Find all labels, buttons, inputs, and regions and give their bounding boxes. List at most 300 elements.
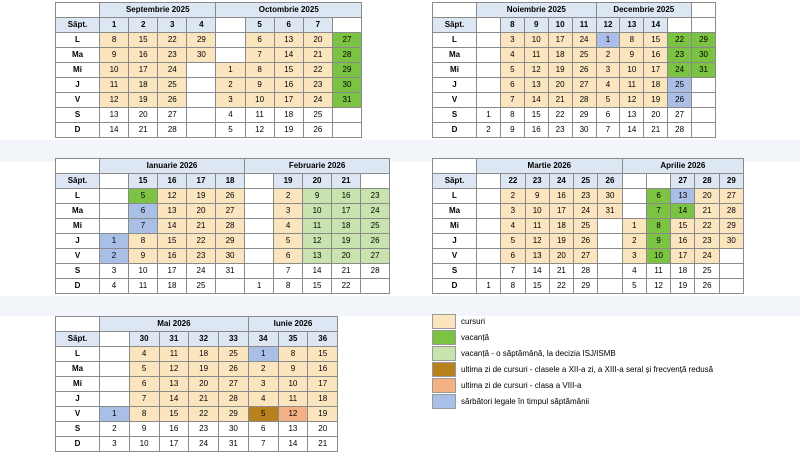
day-cell: 14 (159, 392, 189, 407)
day-cell: 15 (303, 279, 332, 294)
day-cell: 21 (548, 93, 572, 108)
day-cell: 8 (129, 407, 159, 422)
corner-cell (56, 3, 100, 18)
legend-label: ultima zi de cursuri - clasele a XII-a zi, a XIII-a seral și frecvență redusă (461, 365, 714, 374)
empty-cell (187, 108, 216, 123)
day-cell: 28 (719, 204, 743, 219)
week-number-row (56, 332, 338, 347)
empty-cell (245, 189, 274, 204)
day-row (56, 249, 390, 264)
day-cell: 1 (477, 108, 501, 123)
day-cell: 25 (668, 78, 692, 93)
day-cell: 1 (100, 407, 130, 422)
day-label: V (433, 93, 477, 108)
day-cell: 7 (245, 48, 274, 63)
day-label: J (56, 234, 100, 249)
day-cell: 3 (100, 437, 130, 452)
day-cell: 20 (308, 422, 338, 437)
day-cell: 6 (596, 108, 620, 123)
week-number: 17 (187, 174, 216, 189)
day-cell: 15 (524, 108, 548, 123)
day-cell: 2 (501, 189, 525, 204)
empty-cell (622, 189, 646, 204)
day-cell: 7 (501, 264, 525, 279)
corner-cell (433, 3, 477, 18)
day-cell: 17 (308, 377, 338, 392)
day-row (433, 93, 716, 108)
day-cell: 4 (100, 279, 129, 294)
day-cell: 11 (646, 264, 670, 279)
empty-cell (598, 234, 622, 249)
day-cell: 1 (245, 279, 274, 294)
day-cell: 29 (572, 108, 596, 123)
day-cell: 16 (274, 78, 303, 93)
month-header-row (56, 317, 338, 332)
day-cell: 5 (129, 189, 158, 204)
day-row (56, 33, 362, 48)
day-row (56, 189, 390, 204)
empty-cell (692, 18, 716, 33)
empty-cell (216, 279, 245, 294)
day-cell: 18 (158, 279, 187, 294)
day-cell: 14 (303, 264, 332, 279)
day-cell: 10 (303, 204, 332, 219)
day-cell: 3 (622, 249, 646, 264)
day-cell: 30 (332, 78, 361, 93)
day-label: Mi (56, 377, 100, 392)
month-header-row (433, 3, 716, 18)
day-label: L (56, 33, 100, 48)
day-cell: 22 (303, 63, 332, 78)
day-label: V (56, 407, 100, 422)
day-cell: 24 (695, 249, 719, 264)
day-cell: 4 (500, 48, 524, 63)
month-header: Mai 2026 (100, 317, 249, 332)
day-cell: 22 (549, 279, 573, 294)
day-label: J (433, 234, 477, 249)
empty-cell (477, 249, 501, 264)
day-cell: 12 (159, 362, 189, 377)
day-cell: 25 (219, 347, 249, 362)
empty-cell (332, 108, 361, 123)
day-cell: 21 (644, 123, 668, 138)
day-cell: 14 (100, 123, 129, 138)
day-cell: 9 (245, 78, 274, 93)
week-number: 27 (671, 174, 695, 189)
empty-cell (216, 48, 245, 63)
day-row (56, 407, 338, 422)
empty-cell (245, 204, 274, 219)
day-cell: 10 (525, 204, 549, 219)
day-cell: 21 (129, 123, 158, 138)
week-number (477, 18, 501, 33)
day-cell: 12 (100, 93, 129, 108)
day-cell: 23 (361, 189, 390, 204)
day-label: S (56, 108, 100, 123)
day-row (433, 234, 744, 249)
day-cell: 2 (248, 362, 278, 377)
day-row (433, 204, 744, 219)
day-cell: 1 (100, 234, 129, 249)
day-cell: 6 (245, 33, 274, 48)
week-number: 31 (159, 332, 189, 347)
day-cell: 11 (524, 48, 548, 63)
day-row (433, 48, 716, 63)
day-cell: 27 (361, 249, 390, 264)
day-cell: 23 (158, 48, 187, 63)
day-row (433, 33, 716, 48)
week-number: 14 (644, 18, 668, 33)
empty-cell (719, 279, 743, 294)
week-label: Săpt. (56, 18, 100, 33)
day-cell: 3 (596, 63, 620, 78)
day-row (56, 108, 362, 123)
day-cell: 27 (719, 189, 743, 204)
day-cell: 11 (303, 219, 332, 234)
day-cell: 2 (622, 234, 646, 249)
day-cell: 26 (361, 234, 390, 249)
day-cell: 26 (574, 234, 598, 249)
week-number: 11 (572, 18, 596, 33)
day-row (56, 204, 390, 219)
calendar-jan-feb-2026 (55, 158, 390, 294)
empty-cell (187, 63, 216, 78)
empty-cell (245, 219, 274, 234)
day-cell: 5 (248, 407, 278, 422)
empty-cell (477, 219, 501, 234)
empty-cell (216, 33, 245, 48)
day-row (433, 78, 716, 93)
week-number: 34 (248, 332, 278, 347)
day-cell: 12 (158, 189, 187, 204)
empty-cell (692, 78, 716, 93)
week-number: 36 (308, 332, 338, 347)
week-number: 29 (719, 174, 743, 189)
day-cell: 23 (548, 123, 572, 138)
day-cell: 30 (216, 249, 245, 264)
day-cell: 18 (308, 392, 338, 407)
day-cell: 26 (216, 189, 245, 204)
day-cell: 9 (500, 123, 524, 138)
week-number-row (56, 18, 362, 33)
day-cell: 13 (158, 204, 187, 219)
day-cell: 4 (129, 347, 159, 362)
week-number: 10 (548, 18, 572, 33)
day-cell: 3 (100, 264, 129, 279)
day-cell: 21 (332, 264, 361, 279)
day-cell: 21 (308, 437, 338, 452)
day-cell: 28 (216, 219, 245, 234)
day-cell: 28 (361, 264, 390, 279)
day-label: D (433, 279, 477, 294)
day-cell: 7 (596, 123, 620, 138)
day-cell: 27 (572, 78, 596, 93)
day-cell: 16 (524, 123, 548, 138)
day-cell: 10 (100, 63, 129, 78)
day-cell: 12 (303, 234, 332, 249)
day-cell: 16 (332, 189, 361, 204)
day-cell: 11 (245, 108, 274, 123)
calendar-may-jun-2026 (55, 316, 338, 452)
day-cell: 20 (332, 249, 361, 264)
day-cell: 12 (278, 407, 308, 422)
day-label: V (56, 249, 100, 264)
day-cell: 7 (129, 392, 159, 407)
day-cell: 19 (189, 362, 219, 377)
day-cell: 26 (158, 93, 187, 108)
day-cell: 26 (668, 93, 692, 108)
day-cell: 19 (644, 93, 668, 108)
day-row (433, 63, 716, 78)
day-cell: 7 (646, 204, 670, 219)
day-label: Mi (433, 219, 477, 234)
day-label: S (433, 108, 477, 123)
day-cell: 4 (596, 78, 620, 93)
day-cell: 14 (274, 48, 303, 63)
day-cell: 18 (548, 48, 572, 63)
calendar-mar-apr-2026 (432, 158, 744, 294)
empty-cell (187, 78, 216, 93)
day-label: S (433, 264, 477, 279)
day-cell: 9 (525, 189, 549, 204)
day-cell: 15 (129, 33, 158, 48)
day-cell: 19 (549, 234, 573, 249)
day-cell: 6 (500, 78, 524, 93)
day-label: Ma (56, 48, 100, 63)
day-cell: 26 (695, 279, 719, 294)
day-cell: 2 (216, 78, 245, 93)
day-cell: 30 (598, 189, 622, 204)
day-cell: 16 (159, 422, 189, 437)
day-cell: 7 (129, 219, 158, 234)
day-cell: 21 (187, 219, 216, 234)
day-cell: 15 (308, 347, 338, 362)
empty-cell (692, 123, 716, 138)
day-cell: 30 (187, 48, 216, 63)
day-cell: 9 (129, 249, 158, 264)
week-number: 30 (129, 332, 159, 347)
day-cell: 9 (100, 48, 129, 63)
week-number (216, 18, 245, 33)
day-cell: 20 (187, 204, 216, 219)
week-number: 19 (274, 174, 303, 189)
day-cell: 5 (274, 234, 303, 249)
day-cell: 13 (620, 108, 644, 123)
day-row (56, 123, 362, 138)
week-number: 20 (303, 174, 332, 189)
day-cell: 16 (158, 249, 187, 264)
day-cell: 18 (671, 264, 695, 279)
day-cell: 25 (574, 219, 598, 234)
day-cell: 13 (159, 377, 189, 392)
day-cell: 8 (620, 33, 644, 48)
empty-cell (100, 189, 129, 204)
empty-cell (477, 204, 501, 219)
legend-swatch (432, 362, 456, 377)
week-number-row (433, 18, 716, 33)
week-number: 16 (158, 174, 187, 189)
week-number: 8 (500, 18, 524, 33)
calendar-nov-dec-2025 (432, 2, 716, 138)
day-cell: 15 (274, 63, 303, 78)
day-cell: 31 (332, 93, 361, 108)
week-number: 3 (158, 18, 187, 33)
month-header: Octombrie 2025 (216, 3, 362, 18)
empty-cell (692, 108, 716, 123)
day-label: D (56, 279, 100, 294)
day-cell: 14 (620, 123, 644, 138)
day-cell: 1 (596, 33, 620, 48)
day-label: V (433, 249, 477, 264)
day-cell: 2 (274, 189, 303, 204)
day-label: Mi (433, 63, 477, 78)
month-header: Septembrie 2025 (100, 3, 216, 18)
day-cell: 21 (549, 264, 573, 279)
day-row (56, 93, 362, 108)
week-number: 4 (187, 18, 216, 33)
day-cell: 24 (361, 204, 390, 219)
month-header: Decembrie 2025 (596, 3, 692, 18)
empty-cell (100, 392, 130, 407)
day-cell: 29 (692, 33, 716, 48)
day-cell: 17 (671, 249, 695, 264)
day-cell: 22 (189, 407, 219, 422)
week-number: 33 (219, 332, 249, 347)
week-number-row (56, 174, 390, 189)
day-cell: 17 (159, 437, 189, 452)
day-cell: 11 (525, 219, 549, 234)
day-cell: 16 (129, 48, 158, 63)
day-cell: 13 (100, 108, 129, 123)
day-label: L (56, 189, 100, 204)
day-cell: 4 (216, 108, 245, 123)
day-cell: 10 (646, 249, 670, 264)
week-number-row (433, 174, 744, 189)
empty-cell (245, 249, 274, 264)
week-number (361, 174, 390, 189)
week-number: 35 (278, 332, 308, 347)
calendar-sep-oct-2025 (55, 2, 362, 138)
day-cell: 9 (303, 189, 332, 204)
day-cell: 16 (308, 362, 338, 377)
day-cell: 11 (620, 78, 644, 93)
day-cell: 24 (574, 204, 598, 219)
day-cell: 19 (274, 123, 303, 138)
day-cell: 13 (274, 33, 303, 48)
day-row (433, 249, 744, 264)
day-row (56, 63, 362, 78)
day-cell: 10 (620, 63, 644, 78)
empty-cell (622, 204, 646, 219)
day-cell: 10 (524, 33, 548, 48)
day-cell: 18 (129, 78, 158, 93)
day-cell: 5 (501, 234, 525, 249)
day-cell: 1 (477, 279, 501, 294)
day-cell: 20 (548, 78, 572, 93)
day-cell: 15 (159, 407, 189, 422)
legend-swatch (432, 330, 456, 345)
day-cell: 11 (100, 78, 129, 93)
day-cell: 28 (158, 123, 187, 138)
day-label: S (56, 264, 100, 279)
day-cell: 21 (695, 204, 719, 219)
day-cell: 16 (549, 189, 573, 204)
empty-cell (477, 93, 501, 108)
week-number: 24 (549, 174, 573, 189)
day-cell: 24 (189, 437, 219, 452)
day-cell: 18 (549, 219, 573, 234)
day-cell: 28 (219, 392, 249, 407)
day-cell: 22 (187, 234, 216, 249)
day-cell: 3 (248, 377, 278, 392)
day-row (56, 377, 338, 392)
day-cell: 22 (548, 108, 572, 123)
empty-cell (719, 264, 743, 279)
day-cell: 8 (278, 347, 308, 362)
day-cell: 31 (598, 204, 622, 219)
day-cell: 15 (644, 33, 668, 48)
empty-cell (100, 377, 130, 392)
week-number (477, 174, 501, 189)
day-row (433, 279, 744, 294)
day-cell: 11 (159, 347, 189, 362)
week-number (668, 18, 692, 33)
day-cell: 20 (644, 108, 668, 123)
day-cell: 12 (245, 123, 274, 138)
day-cell: 8 (274, 279, 303, 294)
day-cell: 30 (719, 234, 743, 249)
day-cell: 29 (219, 407, 249, 422)
empty-cell (477, 63, 501, 78)
day-label: L (433, 33, 477, 48)
day-cell: 17 (274, 93, 303, 108)
month-header: Aprilie 2026 (622, 159, 743, 174)
day-cell: 5 (216, 123, 245, 138)
month-header: Iunie 2026 (248, 317, 337, 332)
empty-cell (245, 234, 274, 249)
background-band (0, 296, 800, 316)
day-cell: 17 (158, 264, 187, 279)
day-row (433, 108, 716, 123)
day-label: Mi (56, 63, 100, 78)
day-cell: 10 (278, 377, 308, 392)
day-cell: 29 (332, 63, 361, 78)
empty-cell (477, 48, 501, 63)
day-cell: 3 (216, 93, 245, 108)
day-cell: 19 (187, 189, 216, 204)
day-cell: 25 (572, 48, 596, 63)
day-cell: 2 (477, 123, 501, 138)
day-cell: 22 (668, 33, 692, 48)
day-cell: 9 (620, 48, 644, 63)
empty-cell (361, 279, 390, 294)
week-number (646, 174, 670, 189)
day-row (56, 219, 390, 234)
day-cell: 13 (278, 422, 308, 437)
day-cell: 30 (219, 422, 249, 437)
week-number: 13 (620, 18, 644, 33)
day-row (56, 362, 338, 377)
day-cell: 12 (620, 93, 644, 108)
day-cell: 24 (572, 33, 596, 48)
day-cell: 20 (695, 189, 719, 204)
day-cell: 1 (622, 219, 646, 234)
day-cell: 17 (548, 33, 572, 48)
day-label: Ma (56, 362, 100, 377)
day-cell: 8 (129, 234, 158, 249)
day-cell: 2 (596, 48, 620, 63)
week-number: 6 (274, 18, 303, 33)
